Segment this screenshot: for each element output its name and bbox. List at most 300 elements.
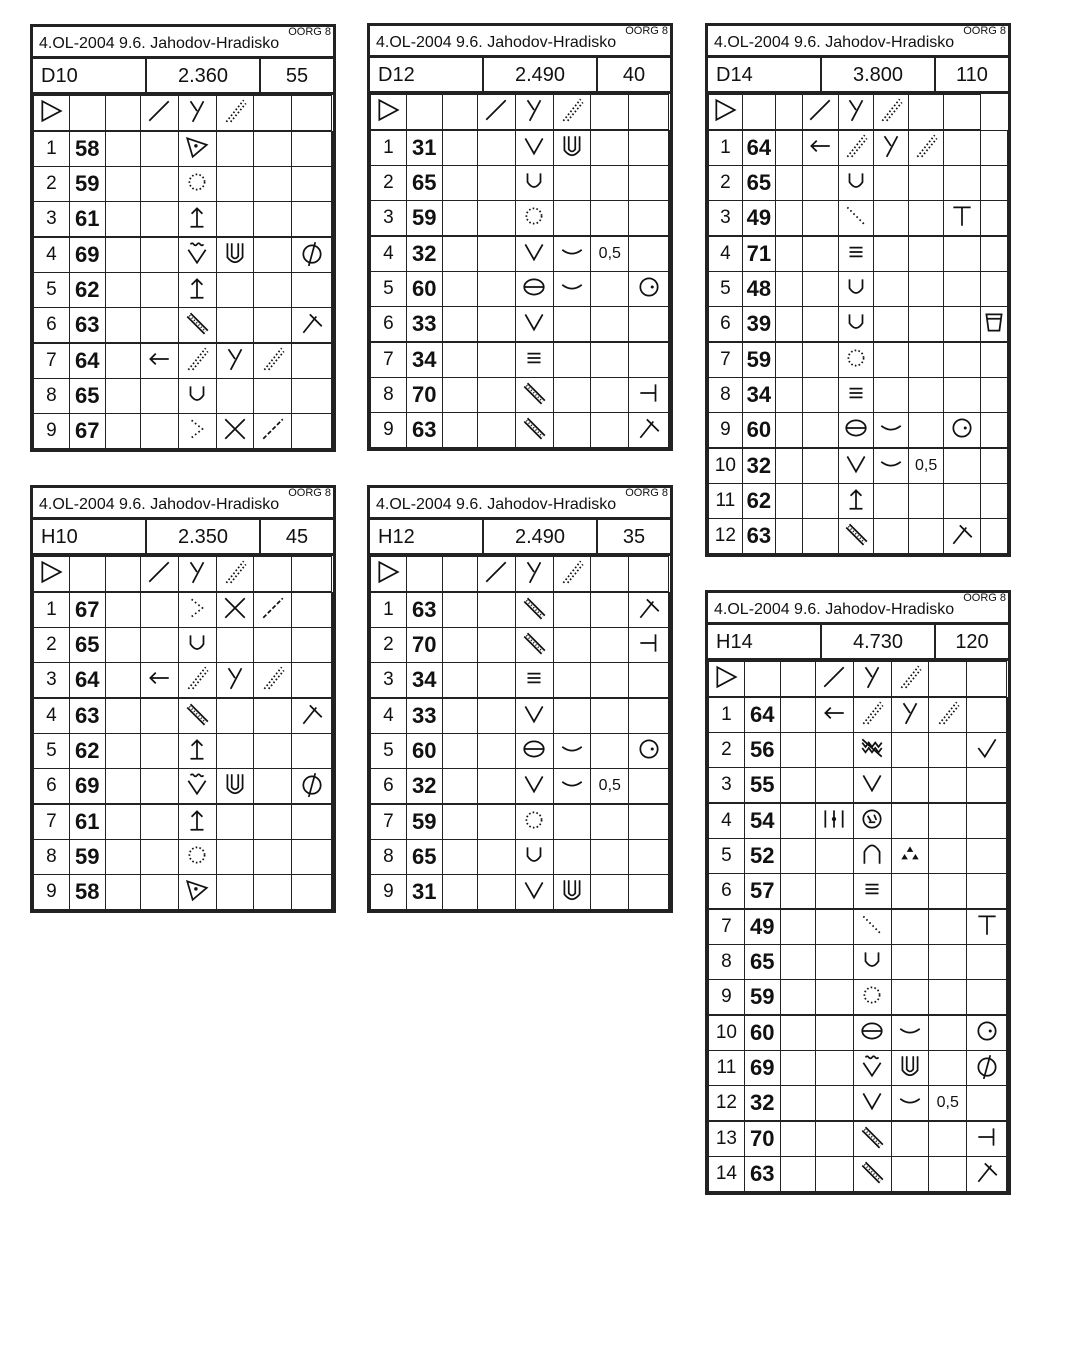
card-header	[33, 27, 333, 59]
empty-cell	[981, 484, 1008, 519]
diagonal-line-icon	[815, 662, 853, 698]
empty-cell	[105, 343, 140, 379]
empty-cell	[891, 733, 929, 768]
empty-cell	[873, 166, 908, 201]
y-fork-icon	[838, 95, 873, 131]
empty-cell	[140, 131, 178, 167]
empty-cell	[1007, 1015, 1008, 1051]
u-shape-icon	[853, 945, 891, 980]
empty-cell	[591, 272, 629, 307]
control-code: 63	[69, 698, 105, 734]
v-shape-icon	[838, 448, 873, 484]
control-description-table	[370, 94, 670, 448]
control-code: 62	[742, 484, 775, 519]
empty-cell	[216, 840, 254, 875]
v-shape-icon	[853, 768, 891, 804]
control-number: 2	[34, 167, 70, 202]
control-number: 6	[371, 307, 407, 343]
empty-cell	[140, 237, 178, 273]
empty-cell	[909, 378, 944, 413]
empty-cell	[332, 875, 333, 910]
between-bars-icon	[815, 803, 853, 839]
control-number: 5	[709, 272, 743, 307]
empty-cell	[292, 131, 332, 167]
empty-cell	[780, 1121, 815, 1157]
empty-cell	[891, 803, 929, 839]
control-row	[709, 839, 1008, 874]
control-code: 59	[69, 840, 105, 875]
empty-cell	[332, 343, 333, 379]
control-number: 8	[34, 840, 70, 875]
control-number: 2	[371, 628, 407, 663]
control-number: 2	[371, 166, 407, 201]
triple-bar-icon	[853, 874, 891, 910]
empty-cell	[105, 308, 140, 344]
control-row	[371, 166, 670, 201]
pickaxe-icon	[292, 698, 332, 734]
empty-cell	[967, 839, 1007, 874]
card-H10	[30, 485, 336, 913]
dotted-circle-icon	[515, 804, 553, 840]
empty-cell	[254, 804, 292, 840]
dotted-circle-icon	[838, 342, 873, 378]
empty-cell	[929, 733, 967, 768]
control-code: 65	[69, 628, 105, 663]
card-D14	[705, 23, 1011, 557]
empty-cell	[332, 414, 333, 449]
control-number: 9	[371, 413, 407, 448]
control-number: 10	[709, 1015, 745, 1051]
empty-cell	[105, 663, 140, 699]
empty-cell	[909, 519, 944, 554]
empty-cell	[776, 484, 803, 519]
card-header	[708, 593, 1008, 625]
card-H14	[705, 590, 1011, 1195]
empty-cell	[669, 307, 670, 343]
course-length: 2.350	[147, 520, 261, 553]
circle-dot-icon	[944, 413, 981, 449]
control-code: 69	[69, 237, 105, 273]
empty-cell	[591, 734, 629, 769]
empty-cell	[981, 448, 1008, 484]
control-row	[709, 874, 1008, 910]
empty-cell	[873, 342, 908, 378]
empty-cell	[815, 1121, 853, 1157]
empty-cell	[909, 307, 944, 343]
control-number: 10	[709, 448, 743, 484]
empty-cell	[292, 592, 332, 628]
control-code: 57	[744, 874, 780, 910]
empty-cell	[105, 698, 140, 734]
dimension-value: 0,5	[929, 1086, 967, 1122]
empty-cell	[254, 167, 292, 202]
empty-cell	[105, 414, 140, 449]
check-mark-icon	[967, 733, 1007, 768]
control-row	[709, 130, 1008, 166]
zigzag-band-icon	[853, 733, 891, 768]
arrow-left-icon	[815, 697, 853, 733]
empty-cell	[105, 628, 140, 663]
empty-cell	[140, 628, 178, 663]
empty-cell	[1007, 1157, 1008, 1192]
empty-cell	[909, 95, 944, 131]
empty-cell	[981, 413, 1008, 449]
empty-cell	[780, 803, 815, 839]
theta-oval-icon	[515, 734, 553, 769]
empty-cell	[776, 519, 803, 554]
empty-cell	[332, 379, 333, 414]
control-number: 3	[371, 201, 407, 237]
control-number: 2	[709, 166, 743, 201]
empty-cell	[442, 840, 477, 875]
control-number: 6	[34, 769, 70, 805]
empty-cell	[553, 378, 591, 413]
control-number: 11	[709, 1051, 745, 1086]
empty-cell	[967, 768, 1007, 804]
empty-cell	[591, 307, 629, 343]
control-row	[709, 378, 1008, 413]
u-tube-icon	[553, 130, 591, 166]
arrow-up-line-icon	[838, 484, 873, 519]
control-row	[34, 734, 333, 769]
empty-cell	[216, 273, 254, 308]
control-number: 4	[34, 237, 70, 273]
empty-cell	[891, 1157, 929, 1192]
empty-cell	[553, 342, 591, 378]
y-fork-icon	[216, 663, 254, 699]
start-triangle-icon	[371, 557, 407, 593]
dotted-circle-icon	[515, 201, 553, 237]
empty-cell	[553, 307, 591, 343]
empty-cell	[140, 202, 178, 238]
empty-cell	[105, 875, 140, 910]
empty-cell	[629, 166, 669, 201]
v-shape-icon	[853, 1086, 891, 1122]
empty-cell	[815, 1086, 853, 1122]
empty-cell	[873, 519, 908, 554]
dot-diagonal-icon	[853, 909, 891, 945]
control-row	[709, 803, 1008, 839]
control-row	[34, 273, 333, 308]
empty-cell	[442, 663, 477, 699]
course-climb: 35	[622, 526, 646, 548]
empty-cell	[669, 592, 670, 628]
control-number: 7	[709, 909, 745, 945]
empty-cell	[442, 95, 477, 131]
smile-curve-icon	[873, 448, 908, 484]
empty-cell	[254, 734, 292, 769]
t-shape-icon	[944, 201, 981, 237]
control-code: 33	[406, 307, 442, 343]
empty-cell	[442, 130, 477, 166]
control-row	[709, 733, 1008, 768]
control-row	[34, 804, 333, 840]
smile-curve-icon	[891, 1086, 929, 1122]
empty-cell	[780, 1051, 815, 1086]
control-code: 32	[744, 1086, 780, 1122]
control-row	[371, 769, 670, 805]
empty-cell	[629, 342, 669, 378]
empty-cell	[891, 980, 929, 1016]
empty-cell	[929, 909, 967, 945]
empty-cell	[254, 379, 292, 414]
empty-cell	[669, 236, 670, 272]
y-fork-icon	[891, 697, 929, 733]
course-length: 3.800	[822, 58, 936, 91]
empty-cell	[105, 273, 140, 308]
control-number: 5	[709, 839, 745, 874]
organizer-label: OORG 8	[963, 25, 1006, 37]
control-number: 8	[371, 378, 407, 413]
empty-cell	[929, 768, 967, 804]
control-row	[34, 628, 333, 663]
control-code: 65	[406, 166, 442, 201]
empty-cell	[140, 875, 178, 910]
control-row	[371, 698, 670, 734]
empty-cell	[105, 557, 140, 593]
empty-cell	[967, 803, 1007, 839]
diagonal-line-icon	[803, 95, 838, 131]
course-length: 2.490	[484, 520, 598, 553]
empty-cell	[669, 378, 670, 413]
empty-cell	[591, 130, 629, 166]
empty-cell	[1007, 1051, 1008, 1086]
control-number: 5	[34, 273, 70, 308]
control-number: 9	[709, 413, 743, 449]
empty-cell	[815, 909, 853, 945]
empty-cell	[669, 734, 670, 769]
empty-cell	[442, 592, 477, 628]
empty-cell	[105, 379, 140, 414]
empty-cell	[780, 1157, 815, 1192]
dotted-diagonal-icon	[216, 557, 254, 593]
empty-cell	[803, 413, 838, 449]
empty-cell	[776, 307, 803, 343]
spring-v-icon	[178, 769, 216, 805]
u-tube-icon	[216, 769, 254, 805]
u-shape-icon	[178, 628, 216, 663]
control-row	[371, 201, 670, 237]
empty-cell	[669, 272, 670, 307]
control-code: 61	[69, 804, 105, 840]
empty-cell	[292, 840, 332, 875]
arrow-up-line-icon	[178, 202, 216, 238]
empty-cell	[929, 839, 967, 874]
control-row	[709, 307, 1008, 343]
control-code: 71	[742, 236, 775, 272]
control-number: 1	[371, 592, 407, 628]
diagonal-line-icon	[478, 95, 516, 131]
arrow-up-line-icon	[178, 804, 216, 840]
empty-cell	[669, 804, 670, 840]
empty-cell	[553, 166, 591, 201]
organizer-label: OORG 8	[625, 25, 668, 37]
circle-arcs-icon	[853, 803, 891, 839]
empty-cell	[803, 484, 838, 519]
control-number: 2	[34, 628, 70, 663]
control-number: 4	[34, 698, 70, 734]
empty-cell	[776, 130, 803, 166]
control-number: 6	[709, 307, 743, 343]
control-row	[34, 840, 333, 875]
empty-cell	[254, 769, 292, 805]
empty-cell	[292, 875, 332, 910]
empty-cell	[478, 130, 516, 166]
dotted-diagonal-icon	[891, 662, 929, 698]
double-diag-icon	[515, 592, 553, 628]
start-row	[34, 557, 333, 593]
card-D12	[367, 23, 673, 451]
empty-cell	[815, 768, 853, 804]
empty-cell	[442, 272, 477, 307]
empty-cell	[803, 342, 838, 378]
control-row	[34, 379, 333, 414]
control-row	[34, 167, 333, 202]
empty-cell	[140, 769, 178, 805]
control-number: 9	[34, 875, 70, 910]
empty-cell	[776, 342, 803, 378]
empty-cell	[929, 1121, 967, 1157]
empty-cell	[929, 803, 967, 839]
control-number: 8	[371, 840, 407, 875]
empty-cell	[629, 557, 669, 593]
empty-cell	[140, 273, 178, 308]
empty-cell	[442, 804, 477, 840]
control-number: 8	[709, 378, 743, 413]
empty-cell	[591, 628, 629, 663]
empty-cell	[292, 343, 332, 379]
control-code: 63	[744, 1157, 780, 1192]
control-number: 6	[371, 769, 407, 805]
empty-cell	[803, 307, 838, 343]
course-length: 2.360	[147, 59, 261, 92]
empty-cell	[629, 201, 669, 237]
y-fork-icon	[178, 557, 216, 593]
empty-cell	[776, 201, 803, 237]
course-length: 4.730	[822, 625, 936, 658]
empty-cell	[669, 342, 670, 378]
empty-cell	[909, 166, 944, 201]
empty-cell	[815, 980, 853, 1016]
control-code: 31	[406, 875, 442, 910]
empty-cell	[967, 1086, 1007, 1122]
control-number: 1	[709, 697, 745, 733]
empty-cell	[1007, 1121, 1008, 1157]
double-diag-icon	[515, 628, 553, 663]
empty-cell	[254, 840, 292, 875]
control-code: 49	[744, 909, 780, 945]
spring-v-icon	[178, 237, 216, 273]
empty-cell	[1007, 1086, 1008, 1122]
empty-cell	[105, 592, 140, 628]
control-row	[709, 1121, 1008, 1157]
control-number: 9	[371, 875, 407, 910]
dotted-diagonal-icon	[909, 130, 944, 166]
control-number: 5	[34, 734, 70, 769]
dotted-diagonal-icon	[178, 343, 216, 379]
control-code: 55	[744, 768, 780, 804]
control-code: 59	[744, 980, 780, 1016]
empty-cell	[669, 698, 670, 734]
empty-cell	[332, 769, 333, 805]
empty-cell	[944, 448, 981, 484]
control-number: 7	[709, 342, 743, 378]
control-code: 34	[406, 663, 442, 699]
empty-cell	[292, 734, 332, 769]
empty-cell	[332, 663, 333, 699]
control-code: 59	[406, 804, 442, 840]
card-header	[370, 26, 670, 58]
empty-cell	[776, 413, 803, 449]
empty-cell	[944, 378, 981, 413]
v-shape-icon	[515, 698, 553, 734]
control-row	[34, 663, 333, 699]
smile-curve-icon	[553, 236, 591, 272]
empty-cell	[1007, 874, 1008, 910]
control-row	[371, 272, 670, 307]
y-fork-icon	[853, 662, 891, 698]
theta-oval-icon	[853, 1015, 891, 1051]
triangle-dot-icon	[178, 131, 216, 167]
arrow-up-line-icon	[178, 273, 216, 308]
event-title: 4.OL-2004 9.6. Jahodov-Hradisko	[39, 496, 280, 513]
empty-cell	[944, 166, 981, 201]
control-code: 64	[744, 697, 780, 733]
empty-cell	[292, 167, 332, 202]
empty-cell	[1007, 697, 1008, 733]
empty-cell	[967, 697, 1007, 733]
control-description-table	[708, 661, 1008, 1192]
control-code: 58	[69, 875, 105, 910]
control-code: 32	[406, 769, 442, 805]
triple-bar-icon	[838, 378, 873, 413]
control-code: 63	[742, 519, 775, 554]
empty-cell	[216, 167, 254, 202]
theta-oval-icon	[515, 272, 553, 307]
control-number: 1	[34, 592, 70, 628]
empty-cell	[981, 342, 1008, 378]
start-triangle-icon	[371, 95, 407, 131]
y-fork-icon	[515, 95, 553, 131]
empty-cell	[591, 201, 629, 237]
empty-cell	[780, 909, 815, 945]
triple-bar-icon	[515, 663, 553, 699]
start-triangle-icon	[709, 662, 745, 698]
empty-cell	[1007, 945, 1008, 980]
empty-cell	[815, 945, 853, 980]
empty-cell	[105, 840, 140, 875]
dimension-value: 0,5	[591, 769, 629, 805]
empty-cell	[803, 519, 838, 554]
empty-cell	[944, 307, 981, 343]
course-info	[370, 58, 670, 94]
circle-dot-icon	[967, 1015, 1007, 1051]
dashed-diagonal-icon	[254, 592, 292, 628]
control-row	[709, 945, 1008, 980]
control-code: 70	[406, 628, 442, 663]
control-code: 32	[742, 448, 775, 484]
empty-cell	[909, 236, 944, 272]
start-triangle-icon	[709, 95, 743, 131]
dotted-diagonal-icon	[178, 663, 216, 699]
event-title: 4.OL-2004 9.6. Jahodov-Hradisko	[376, 496, 617, 513]
course-category: H12	[370, 520, 484, 553]
empty-cell	[944, 272, 981, 307]
empty-cell	[254, 875, 292, 910]
empty-cell	[669, 840, 670, 875]
dashed-diagonal-icon	[254, 414, 292, 449]
empty-cell	[442, 413, 477, 448]
